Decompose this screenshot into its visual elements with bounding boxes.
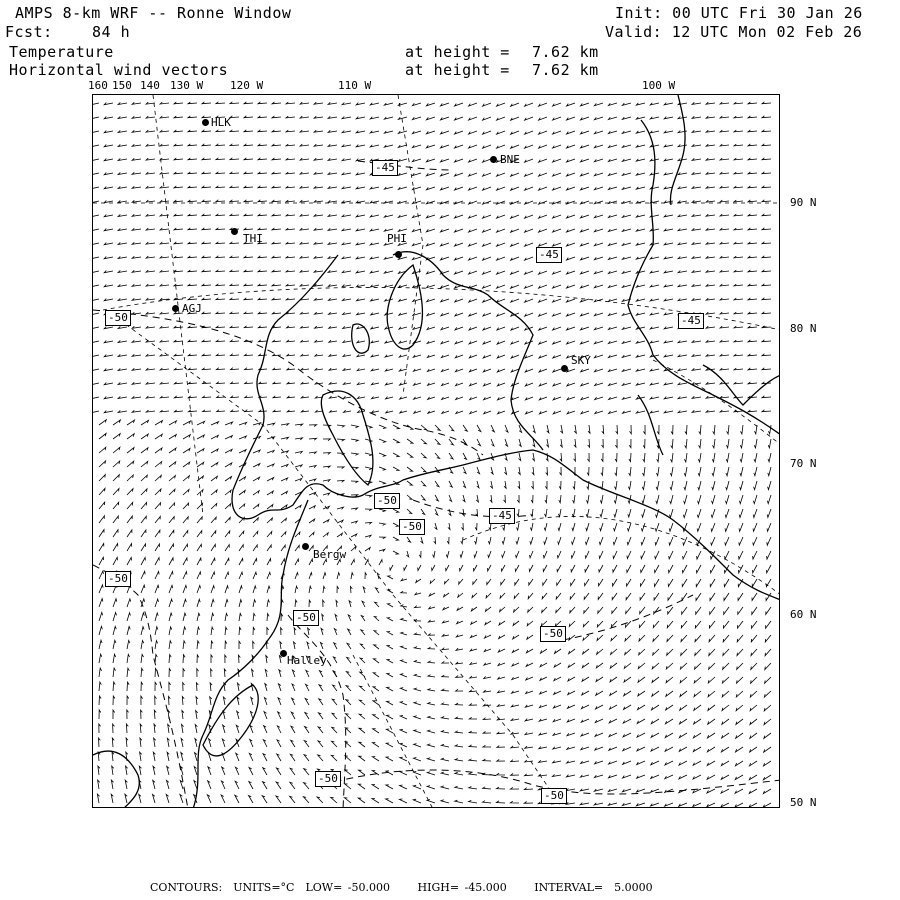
contour-label: -50 (540, 626, 566, 642)
station-label-agj: AGJ (182, 302, 202, 315)
footer-contours: CONTOURS: (150, 881, 223, 894)
wind-vectors (93, 102, 771, 808)
station-label-thi: THI (243, 232, 263, 245)
lat-label-90n: 90 N (790, 196, 817, 209)
footer-interval: INTERVAL= 5.0000 (534, 881, 653, 894)
contour-label: -50 (315, 771, 341, 787)
field-2-height-label: at height = (405, 61, 510, 79)
field-2-height-value: 7.62 km (532, 61, 599, 79)
station-marker-bne (490, 156, 497, 163)
station-marker-hlk (202, 119, 209, 126)
contour-label: -45 (678, 313, 704, 329)
antarctic-coastline (93, 95, 780, 808)
station-label-bne: BNE (500, 153, 520, 166)
init-time: Init: 00 UTC Fri 30 Jan 26 (615, 4, 863, 22)
station-marker-thi (231, 228, 238, 235)
wind-vector-field (93, 102, 771, 808)
lon-label-100w: 100 W (642, 79, 676, 92)
contour-info-footer (150, 881, 653, 894)
lon-label-140: 140 (140, 79, 160, 92)
lon-label-120w: 120 W (230, 79, 264, 92)
lat-label-80n: 80 N (790, 322, 817, 335)
forecast-label: Fcst: (5, 23, 53, 41)
station-marker-sky (561, 365, 568, 372)
lon-label-160: 160 (88, 79, 108, 92)
field-1-name: Temperature (9, 43, 114, 61)
contour-label: -45 (536, 247, 562, 263)
contour-label: -50 (105, 310, 131, 326)
map-title: AMPS 8-km WRF -- Ronne Window (15, 4, 292, 22)
station-marker-halley (280, 650, 287, 657)
lon-label-130w: 130 W (170, 79, 204, 92)
station-label-bergw: Bergw (313, 548, 347, 561)
lat-label-70n: 70 N (790, 457, 817, 470)
footer-high: HIGH= -45.000 (417, 881, 507, 894)
contour-label: -50 (293, 610, 319, 626)
lon-label-110w: 110 W (338, 79, 372, 92)
longitude-grid-lines (113, 95, 563, 808)
station-label-halley: Halley (287, 654, 327, 667)
contour-label: -50 (374, 493, 400, 509)
footer-units: UNITS=°C (233, 881, 295, 894)
station-marker-agj (172, 305, 179, 312)
valid-time: Valid: 12 UTC Mon 02 Feb 26 (605, 23, 863, 41)
map-canvas (93, 95, 780, 808)
map-plot-area (92, 94, 780, 808)
station-marker-phi (395, 251, 402, 258)
contour-label: -50 (105, 571, 131, 587)
field-1-height-label: at height = (405, 43, 510, 61)
station-label-sky: SKY (571, 354, 591, 367)
field-1-height-value: 7.62 km (532, 43, 599, 61)
footer-low: LOW= -50.000 (305, 881, 391, 894)
lon-label-150: 150 (112, 79, 132, 92)
lat-label-50n: 50 N (790, 796, 817, 809)
latitude-grid-lines (93, 203, 780, 595)
field-2-name: Horizontal wind vectors (9, 61, 229, 79)
contour-label: -50 (399, 519, 425, 535)
station-marker-bergw (302, 543, 309, 550)
forecast-hours: 84 h (92, 23, 131, 41)
contour-label: -45 (489, 508, 515, 524)
station-label-phi: PHI (387, 232, 407, 245)
contour-label: -45 (372, 160, 398, 176)
lat-label-60n: 60 N (790, 608, 817, 621)
contour-label: -50 (541, 788, 567, 804)
station-label-hlk: HLK (211, 116, 231, 129)
